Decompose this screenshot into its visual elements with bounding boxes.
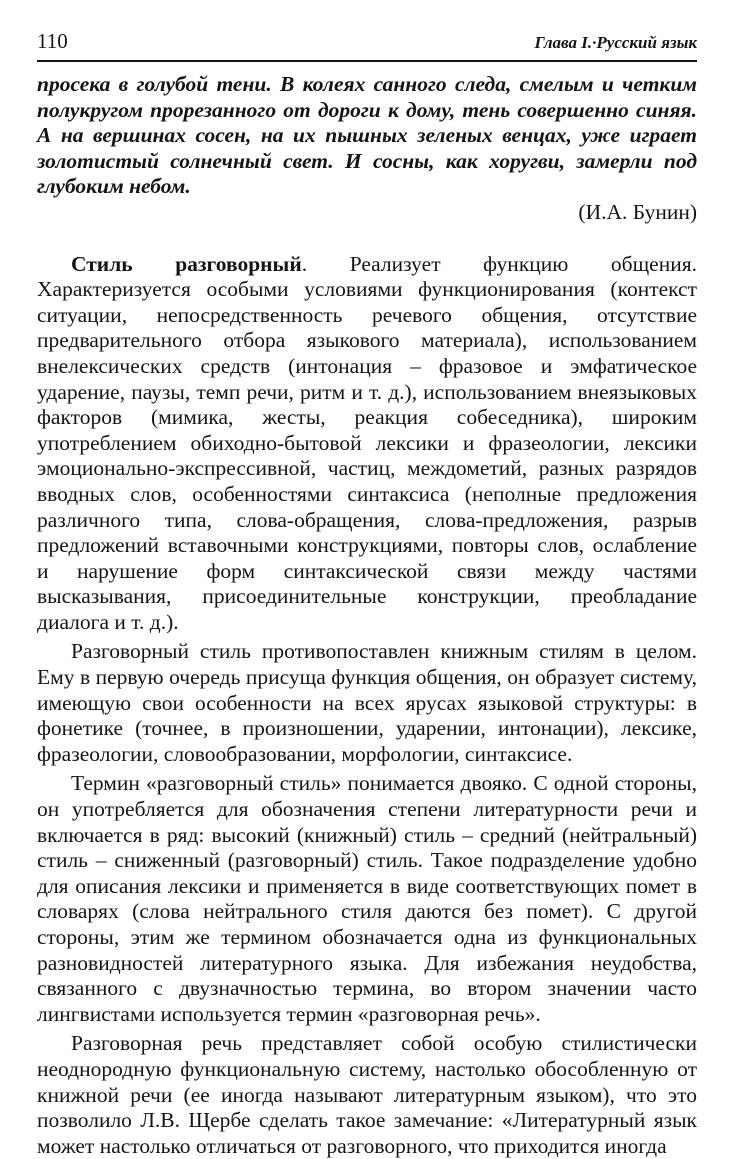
page-header xyxy=(37,26,697,62)
term-colloquial-style: Стиль разговорный xyxy=(71,251,302,276)
quote-attribution: (И.А. Бунин) xyxy=(578,199,697,224)
paragraph-opposition: Разговорный стиль противопоставлен книжным стилям в целом. Ему в первую очередь присуща функция общения, он образует систему, имеющую свои особенности на всех ярусах языковой структуры: в фонетике (точнее, в произношении, ударении, интонации), лексике, фразеологии, словообразовании, морфологии, синтаксисе. xyxy=(37,639,697,766)
paragraph-colloquial-style-text: . Реализует функцию общения. Характеризуется особыми условиями функционирования (контекст ситуации, непосредственность речевого общения, отсутствие предварительного отбора языкового материала), использованием внелексических средств (интонация – фразовое и эмфатическое ударение, паузы, темп речи, ритм и т. д.), использованием внеязыковых факторов (мимика, жесты, реакция собеседника), широким употреблением обиходно-бытовой лексики и фразеологии, лексики эмоционально-экспрессивной, частиц, междометий, разных разрядов вводных слов, особенностями синтаксиса (неполные предложения различного типа, слова-обращения, слова-предложения, разрыв предложений вставочными конструкциями, повторы слов, ослабление и нарушение форм синтаксической связи между частями высказывания, присоединительные конструкции, преобладание диалога и т. д.). xyxy=(37,251,697,634)
running-title: Глава I.·Русский язык xyxy=(534,33,697,52)
page-number: 110 xyxy=(37,29,68,53)
quote-text: просека в голубой тени. В колеях санного следа, смелым и четким полукругом прорезанного от дороги к дому, тень совершенно синяя. А на вершинах сосен, на их пышных зеленых венцах, уже играет золотистый солнечный свет. И сосны, как хоругви, замерли под глубоким небом. xyxy=(37,72,697,199)
book-page xyxy=(37,26,697,1159)
paragraph-colloquial-speech: Разговорная речь представляет собой особую стилистически неоднородную функциональную систему, настолько обособленную от книжной речи (ее иногда называют литературным языком), что это позволило Л.В. Щербе сделать такое замечание: «Литературный язык может настолько отличаться от разговорного, что приходится иногда xyxy=(37,1031,697,1158)
paragraph-colloquial-style xyxy=(37,252,697,636)
paragraph-term-meaning: Термин «разговорный стиль» понимается двояко. С одной стороны, он употребляется для обозначения степени литературности речи и включается в ряд: высокий (книжный) стиль – средний (нейтральный) стиль – сниженный (разговорный) стиль. Такое подразделение удобно для описания лексики и применяется в виде соответствующих помет в словарях (слова нейтрального стиля даются без помет). С другой стороны, этим же термином обозначается одна из функциональных разновидностей литературного языка. Для избежания неудобства, связанного с двузначностью термина, во втором значении часто лингвистами используется термин «разговорная речь». xyxy=(37,771,697,1026)
